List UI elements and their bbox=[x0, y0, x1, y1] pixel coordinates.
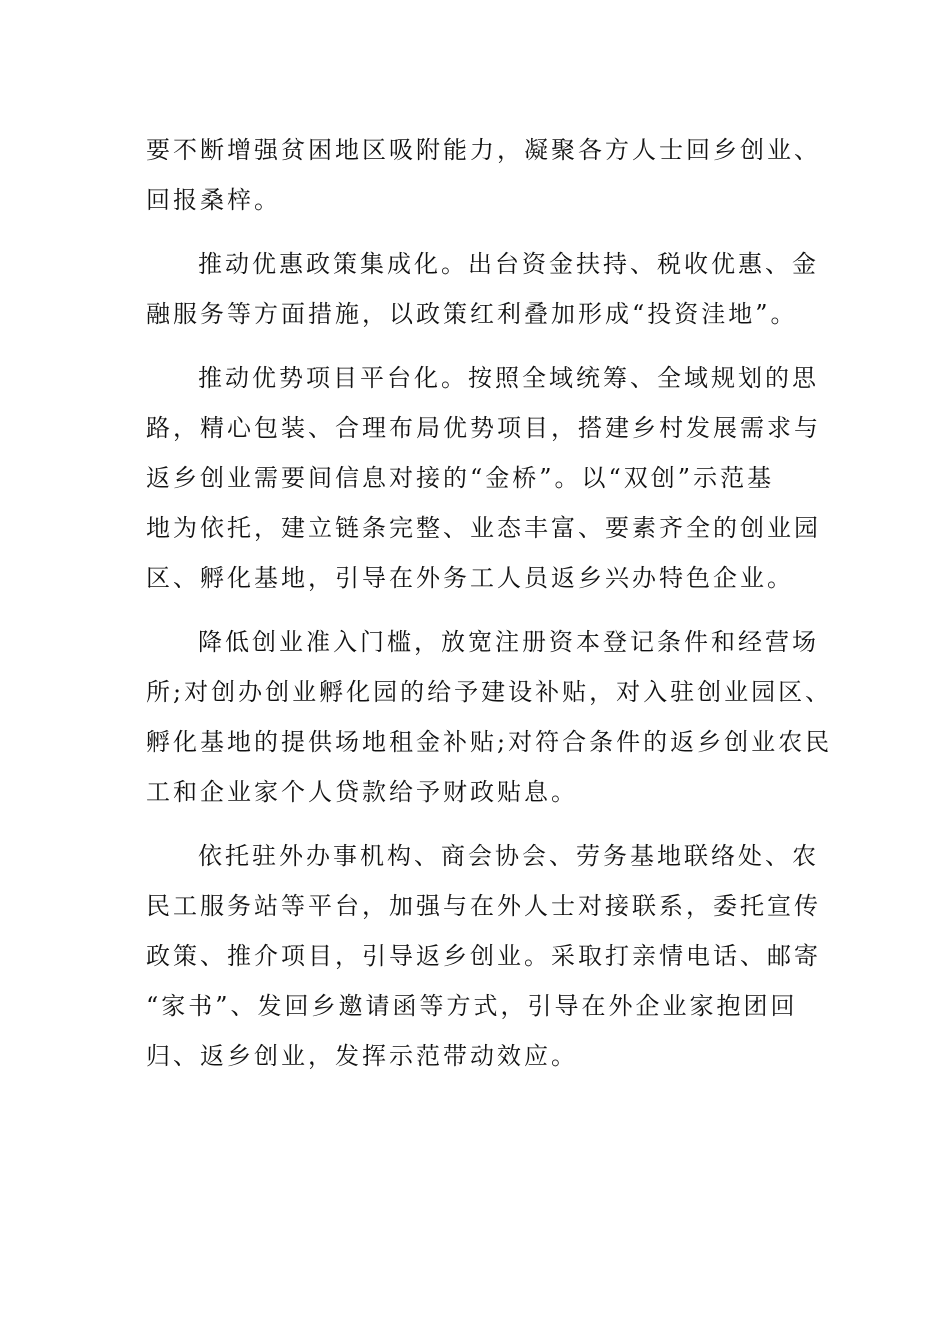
paragraph-line: 孵化基地的提供场地租金补贴;对符合条件的返乡创业农民 bbox=[146, 728, 833, 756]
paragraph-line: 所;对创办创业孵化园的给予建设补贴，对入驻创业园区、 bbox=[146, 678, 833, 706]
paragraph-line: “家书”、发回乡邀请函等方式，引导在外企业家抱团回 bbox=[146, 992, 798, 1020]
paragraph-line: 归、返乡创业，发挥示范带动效应。 bbox=[146, 1042, 578, 1070]
paragraph-line: 地为依托，建立链条完整、业态丰富、要素齐全的创业园 bbox=[146, 514, 821, 542]
paragraph-line: 推动优惠政策集成化。出台资金扶持、税收优惠、金 bbox=[198, 250, 819, 278]
document-body bbox=[146, 125, 833, 1095]
paragraph-line: 要不断增强贫困地区吸附能力，凝聚各方人士回乡创业、 bbox=[146, 136, 821, 164]
paragraph-line: 返乡创业需要间信息对接的“金桥”。以“双创”示范基 bbox=[146, 464, 775, 492]
paragraph-line: 融服务等方面措施，以政策红利叠加形成“投资洼地”。 bbox=[146, 300, 798, 328]
paragraph-line: 降低创业准入门槛，放宽注册资本登记条件和经营场 bbox=[198, 628, 819, 656]
paragraph-3 bbox=[146, 353, 821, 603]
paragraph-line: 民工服务站等平台，加强与在外人士对接联系，委托宣传 bbox=[146, 892, 821, 920]
paragraph-1 bbox=[146, 125, 821, 225]
paragraph-line: 回报桑梓。 bbox=[146, 186, 281, 214]
paragraph-5 bbox=[146, 831, 821, 1081]
paragraph-line: 政策、推介项目，引导返乡创业。采取打亲情电话、邮寄 bbox=[146, 942, 821, 970]
paragraph-line: 区、孵化基地，引导在外务工人员返乡兴办特色企业。 bbox=[146, 564, 794, 592]
paragraph-line: 路，精心包装、合理布局优势项目，搭建乡村发展需求与 bbox=[146, 414, 821, 442]
paragraph-line: 依托驻外办事机构、商会协会、劳务基地联络处、农 bbox=[198, 842, 819, 870]
paragraph-line: 工和企业家个人贷款给予财政贴息。 bbox=[146, 778, 578, 806]
paragraph-line: 推动优势项目平台化。按照全域统筹、全域规划的思 bbox=[198, 364, 819, 392]
paragraph-4 bbox=[146, 617, 833, 817]
paragraph-2 bbox=[146, 239, 819, 339]
